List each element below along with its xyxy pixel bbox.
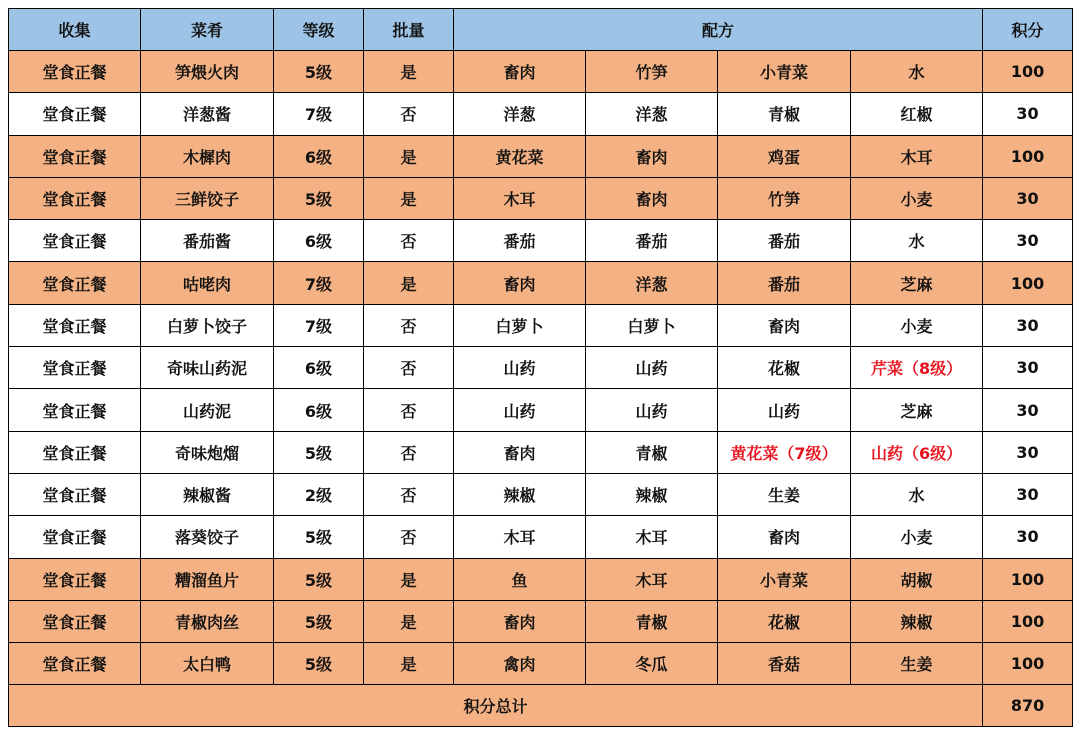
cell-batch: 是 bbox=[364, 600, 454, 642]
table-row bbox=[9, 558, 1073, 600]
cell-dish: 番茄酱 bbox=[141, 220, 274, 262]
cell-dish: 落葵饺子 bbox=[141, 516, 274, 558]
cell-ingredient: 竹笋 bbox=[718, 177, 851, 219]
cell-ingredient: 小青菜 bbox=[718, 558, 851, 600]
cell-collect: 堂食正餐 bbox=[9, 262, 141, 304]
cell-dish: 奇味炮熘 bbox=[141, 431, 274, 473]
cell-ingredient: 洋葱 bbox=[586, 262, 718, 304]
cell-ingredient: 生姜 bbox=[718, 473, 851, 515]
cell-ingredient: 花椒 bbox=[718, 347, 851, 389]
cell-batch: 是 bbox=[364, 135, 454, 177]
table-body bbox=[9, 51, 1073, 685]
recipe-table-container bbox=[8, 8, 1073, 727]
cell-level: 7级 bbox=[274, 304, 364, 346]
table-row bbox=[9, 177, 1073, 219]
header-points: 积分 bbox=[983, 9, 1073, 51]
cell-batch: 是 bbox=[364, 51, 454, 93]
cell-batch: 是 bbox=[364, 558, 454, 600]
cell-level: 5级 bbox=[274, 51, 364, 93]
cell-dish: 辣椒酱 bbox=[141, 473, 274, 515]
cell-level: 5级 bbox=[274, 516, 364, 558]
cell-points: 100 bbox=[983, 600, 1073, 642]
cell-ingredient: 畜肉 bbox=[454, 431, 586, 473]
cell-ingredient: 番茄 bbox=[586, 220, 718, 262]
cell-collect: 堂食正餐 bbox=[9, 177, 141, 219]
cell-collect: 堂食正餐 bbox=[9, 643, 141, 685]
header-row bbox=[9, 9, 1073, 51]
cell-ingredient: 白萝卜 bbox=[586, 304, 718, 346]
cell-ingredient: 红椒 bbox=[851, 93, 983, 135]
cell-dish: 山药泥 bbox=[141, 389, 274, 431]
cell-ingredient: 洋葱 bbox=[586, 93, 718, 135]
cell-points: 30 bbox=[983, 304, 1073, 346]
cell-ingredient: 芝麻 bbox=[851, 389, 983, 431]
cell-ingredient: 香菇 bbox=[718, 643, 851, 685]
table-row bbox=[9, 389, 1073, 431]
cell-dish: 白萝卜饺子 bbox=[141, 304, 274, 346]
cell-collect: 堂食正餐 bbox=[9, 93, 141, 135]
cell-ingredient: 青椒 bbox=[586, 431, 718, 473]
cell-collect: 堂食正餐 bbox=[9, 135, 141, 177]
cell-level: 5级 bbox=[274, 600, 364, 642]
cell-ingredient: 鸡蛋 bbox=[718, 135, 851, 177]
cell-batch: 否 bbox=[364, 516, 454, 558]
cell-ingredient: 小麦 bbox=[851, 304, 983, 346]
cell-points: 30 bbox=[983, 473, 1073, 515]
table-row bbox=[9, 431, 1073, 473]
header-recipe: 配方 bbox=[454, 9, 983, 51]
table-row bbox=[9, 643, 1073, 685]
table-row bbox=[9, 473, 1073, 515]
cell-ingredient: 辣椒 bbox=[586, 473, 718, 515]
header-dish: 菜肴 bbox=[141, 9, 274, 51]
cell-points: 30 bbox=[983, 177, 1073, 219]
table-row bbox=[9, 600, 1073, 642]
cell-level: 6级 bbox=[274, 220, 364, 262]
cell-ingredient: 青椒 bbox=[718, 93, 851, 135]
cell-ingredient: 鱼 bbox=[454, 558, 586, 600]
header-level: 等级 bbox=[274, 9, 364, 51]
cell-ingredient: 辣椒 bbox=[851, 600, 983, 642]
cell-ingredient: 山药 bbox=[454, 389, 586, 431]
cell-level: 7级 bbox=[274, 93, 364, 135]
cell-ingredient: 芹菜（8级） bbox=[851, 347, 983, 389]
cell-ingredient: 花椒 bbox=[718, 600, 851, 642]
cell-ingredient: 辣椒 bbox=[454, 473, 586, 515]
cell-ingredient: 竹笋 bbox=[586, 51, 718, 93]
cell-level: 6级 bbox=[274, 135, 364, 177]
cell-ingredient: 畜肉 bbox=[718, 516, 851, 558]
total-row bbox=[9, 685, 1073, 727]
cell-batch: 是 bbox=[364, 177, 454, 219]
cell-ingredient: 青椒 bbox=[586, 600, 718, 642]
cell-ingredient: 胡椒 bbox=[851, 558, 983, 600]
table-row bbox=[9, 135, 1073, 177]
cell-points: 30 bbox=[983, 389, 1073, 431]
cell-ingredient: 小麦 bbox=[851, 516, 983, 558]
cell-batch: 否 bbox=[364, 93, 454, 135]
cell-ingredient: 畜肉 bbox=[586, 177, 718, 219]
table-row bbox=[9, 262, 1073, 304]
cell-collect: 堂食正餐 bbox=[9, 431, 141, 473]
cell-ingredient: 白萝卜 bbox=[454, 304, 586, 346]
cell-ingredient: 畜肉 bbox=[454, 262, 586, 304]
table-row bbox=[9, 347, 1073, 389]
cell-collect: 堂食正餐 bbox=[9, 473, 141, 515]
cell-points: 100 bbox=[983, 643, 1073, 685]
cell-ingredient: 畜肉 bbox=[718, 304, 851, 346]
cell-ingredient: 畜肉 bbox=[454, 51, 586, 93]
cell-points: 100 bbox=[983, 51, 1073, 93]
cell-level: 5级 bbox=[274, 431, 364, 473]
cell-dish: 笋煨火肉 bbox=[141, 51, 274, 93]
cell-collect: 堂食正餐 bbox=[9, 220, 141, 262]
cell-ingredient: 冬瓜 bbox=[586, 643, 718, 685]
cell-ingredient: 水 bbox=[851, 51, 983, 93]
cell-collect: 堂食正餐 bbox=[9, 600, 141, 642]
cell-batch: 否 bbox=[364, 431, 454, 473]
cell-level: 5级 bbox=[274, 558, 364, 600]
recipe-table bbox=[8, 8, 1073, 727]
cell-ingredient: 禽肉 bbox=[454, 643, 586, 685]
cell-batch: 否 bbox=[364, 347, 454, 389]
table-row bbox=[9, 51, 1073, 93]
cell-ingredient: 木耳 bbox=[454, 516, 586, 558]
cell-ingredient: 木耳 bbox=[586, 516, 718, 558]
cell-level: 6级 bbox=[274, 347, 364, 389]
cell-points: 30 bbox=[983, 93, 1073, 135]
table-row bbox=[9, 516, 1073, 558]
cell-level: 5级 bbox=[274, 643, 364, 685]
cell-collect: 堂食正餐 bbox=[9, 516, 141, 558]
cell-ingredient: 番茄 bbox=[454, 220, 586, 262]
cell-dish: 糟溜鱼片 bbox=[141, 558, 274, 600]
cell-ingredient: 水 bbox=[851, 473, 983, 515]
cell-dish: 奇味山药泥 bbox=[141, 347, 274, 389]
cell-ingredient: 畜肉 bbox=[454, 600, 586, 642]
cell-dish: 三鲜饺子 bbox=[141, 177, 274, 219]
cell-points: 100 bbox=[983, 558, 1073, 600]
cell-dish: 洋葱酱 bbox=[141, 93, 274, 135]
cell-ingredient: 洋葱 bbox=[454, 93, 586, 135]
table-row bbox=[9, 93, 1073, 135]
cell-dish: 太白鸭 bbox=[141, 643, 274, 685]
cell-collect: 堂食正餐 bbox=[9, 558, 141, 600]
cell-ingredient: 木耳 bbox=[454, 177, 586, 219]
cell-ingredient: 芝麻 bbox=[851, 262, 983, 304]
cell-batch: 否 bbox=[364, 304, 454, 346]
cell-points: 30 bbox=[983, 220, 1073, 262]
header-collect: 收集 bbox=[9, 9, 141, 51]
cell-level: 6级 bbox=[274, 389, 364, 431]
cell-ingredient: 山药 bbox=[718, 389, 851, 431]
cell-ingredient: 小麦 bbox=[851, 177, 983, 219]
cell-ingredient: 水 bbox=[851, 220, 983, 262]
cell-level: 5级 bbox=[274, 177, 364, 219]
table-row bbox=[9, 220, 1073, 262]
cell-ingredient: 木耳 bbox=[851, 135, 983, 177]
cell-collect: 堂食正餐 bbox=[9, 347, 141, 389]
cell-collect: 堂食正餐 bbox=[9, 389, 141, 431]
cell-level: 7级 bbox=[274, 262, 364, 304]
cell-ingredient: 小青菜 bbox=[718, 51, 851, 93]
cell-ingredient: 生姜 bbox=[851, 643, 983, 685]
cell-ingredient: 黄花菜 bbox=[454, 135, 586, 177]
cell-ingredient: 番茄 bbox=[718, 262, 851, 304]
cell-batch: 否 bbox=[364, 473, 454, 515]
cell-points: 30 bbox=[983, 431, 1073, 473]
cell-points: 30 bbox=[983, 347, 1073, 389]
cell-collect: 堂食正餐 bbox=[9, 304, 141, 346]
cell-dish: 木樨肉 bbox=[141, 135, 274, 177]
table-row bbox=[9, 304, 1073, 346]
cell-ingredient: 山药 bbox=[454, 347, 586, 389]
total-label: 积分总计 bbox=[9, 685, 983, 727]
cell-ingredient: 木耳 bbox=[586, 558, 718, 600]
cell-ingredient: 山药 bbox=[586, 389, 718, 431]
cell-points: 100 bbox=[983, 262, 1073, 304]
cell-points: 30 bbox=[983, 516, 1073, 558]
cell-level: 2级 bbox=[274, 473, 364, 515]
cell-ingredient: 山药（6级） bbox=[851, 431, 983, 473]
cell-batch: 是 bbox=[364, 262, 454, 304]
cell-batch: 否 bbox=[364, 389, 454, 431]
cell-ingredient: 山药 bbox=[586, 347, 718, 389]
cell-batch: 是 bbox=[364, 643, 454, 685]
cell-ingredient: 畜肉 bbox=[586, 135, 718, 177]
cell-dish: 咕咾肉 bbox=[141, 262, 274, 304]
total-value: 870 bbox=[983, 685, 1073, 727]
cell-batch: 否 bbox=[364, 220, 454, 262]
cell-points: 100 bbox=[983, 135, 1073, 177]
header-batch: 批量 bbox=[364, 9, 454, 51]
cell-ingredient: 番茄 bbox=[718, 220, 851, 262]
cell-ingredient: 黄花菜（7级） bbox=[718, 431, 851, 473]
cell-dish: 青椒肉丝 bbox=[141, 600, 274, 642]
cell-collect: 堂食正餐 bbox=[9, 51, 141, 93]
